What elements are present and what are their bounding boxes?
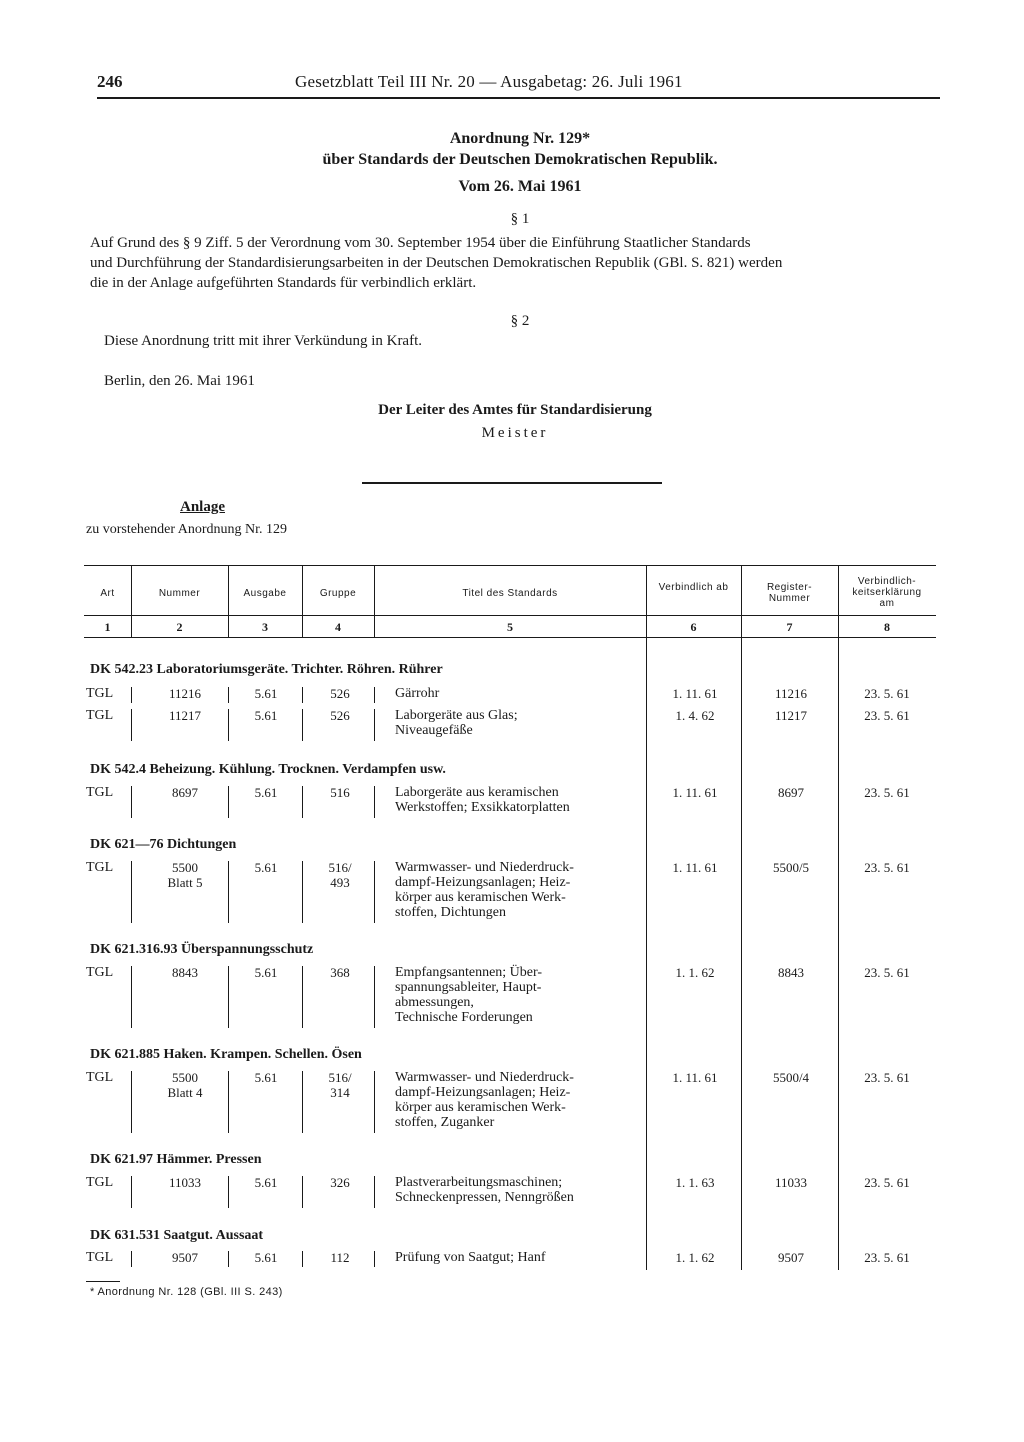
table-top-rule bbox=[84, 565, 936, 566]
cell-nummer: 9507 bbox=[172, 1250, 198, 1265]
running-header bbox=[97, 72, 940, 96]
cell-erklaerung: 23. 5. 61 bbox=[864, 1070, 910, 1085]
cell-titel: Warmwasser- und Niederdruck- dampf-Heizungsanlagen; Heiz- körper aus keramischen Werk- stoffen, Dichtungen bbox=[395, 860, 574, 920]
annex-heading: Anlage bbox=[180, 499, 225, 515]
row-separator bbox=[374, 1251, 375, 1267]
header-titel: Titel des Standards bbox=[462, 588, 558, 599]
row-separator bbox=[302, 861, 303, 923]
row-separator bbox=[131, 1176, 132, 1208]
cell-art: TGL bbox=[86, 686, 114, 701]
cell-erklaerung: 23. 5. 61 bbox=[864, 708, 910, 723]
cell-gruppe: 516/ 493 bbox=[328, 860, 352, 890]
cell-gruppe: 326 bbox=[330, 1175, 350, 1190]
cell-nummer: 8697 bbox=[172, 785, 198, 800]
cell-art: TGL bbox=[86, 965, 114, 980]
cell-ausgabe: 5.61 bbox=[254, 1250, 278, 1265]
cell-titel: Warmwasser- und Niederdruck- dampf-Heizungsanlagen; Heiz- körper aus keramischen Werk- stoffen, Zuganker bbox=[395, 1070, 574, 1130]
dk-group-heading: DK 621.97 Hämmer. Pressen bbox=[90, 1152, 262, 1167]
row-separator bbox=[228, 1251, 229, 1267]
cell-erklaerung: 23. 5. 61 bbox=[864, 686, 910, 701]
row-separator bbox=[302, 1176, 303, 1208]
cell-register-nummer: 5500/4 bbox=[772, 1070, 810, 1085]
section-1-line: die in der Anlage aufgeführten Standards für verbindlich erklärt. bbox=[90, 275, 477, 291]
section-1-line: und Durchführung der Standardisierungsarbeiten in der Deutschen Demokratischen Republik (GBl. S. 821) werden bbox=[90, 255, 783, 271]
row-separator bbox=[228, 861, 229, 923]
cell-register-nummer: 11217 bbox=[774, 708, 808, 723]
cell-titel: Prüfung von Saatgut; Hanf bbox=[395, 1250, 546, 1265]
cell-verbindlich-ab: 1. 11. 61 bbox=[672, 686, 718, 701]
cell-register-nummer: 9507 bbox=[778, 1250, 804, 1265]
row-separator bbox=[131, 786, 132, 818]
row-separator bbox=[374, 687, 375, 703]
ordinance-subtitle: über Standards der Deutschen Demokratischen Republik. bbox=[322, 151, 718, 168]
cell-nummer: 11217 bbox=[168, 708, 202, 723]
cell-nummer: 11216 bbox=[168, 686, 202, 701]
cell-gruppe: 112 bbox=[330, 1250, 350, 1265]
row-separator bbox=[228, 1071, 229, 1133]
cell-erklaerung: 23. 5. 61 bbox=[864, 860, 910, 875]
footnote: * Anordnung Nr. 128 (GBl. III S. 243) bbox=[90, 1286, 283, 1298]
row-separator bbox=[302, 709, 303, 741]
cell-verbindlich-ab: 1. 4. 62 bbox=[675, 708, 715, 723]
cell-verbindlich-ab: 1. 1. 62 bbox=[675, 965, 715, 980]
section-1-label: § 1 bbox=[510, 211, 530, 227]
cell-ausgabe: 5.61 bbox=[254, 785, 278, 800]
column-number: 5 bbox=[507, 620, 513, 634]
header-art: Art bbox=[100, 588, 115, 599]
running-title: Gesetzblatt Teil III Nr. 20 — Ausgabetag: 26. Juli 1961 bbox=[295, 72, 683, 91]
signatory-title: Der Leiter des Amtes für Standardisierung bbox=[378, 402, 652, 418]
header-verbindlichkeitserklaerung: Verbindlich-keitserklärung am bbox=[852, 576, 922, 609]
cell-erklaerung: 23. 5. 61 bbox=[864, 1250, 910, 1265]
cell-verbindlich-ab: 1. 1. 63 bbox=[675, 1175, 715, 1190]
dk-group-heading: DK 542.4 Beheizung. Kühlung. Trocknen. Verdampfen usw. bbox=[90, 762, 446, 777]
row-separator bbox=[374, 966, 375, 1028]
row-separator bbox=[374, 709, 375, 741]
table-body-separator bbox=[646, 638, 647, 1270]
cell-erklaerung: 23. 5. 61 bbox=[864, 785, 910, 800]
cell-gruppe: 368 bbox=[330, 965, 350, 980]
row-separator bbox=[374, 1071, 375, 1133]
cell-ausgabe: 5.61 bbox=[254, 860, 278, 875]
cell-nummer: 8843 bbox=[172, 965, 198, 980]
column-number: 3 bbox=[262, 620, 268, 634]
row-separator bbox=[374, 786, 375, 818]
column-number: 2 bbox=[176, 620, 183, 634]
cell-ausgabe: 5.61 bbox=[254, 686, 278, 701]
header-verbindlich-ab: Verbindlich ab bbox=[658, 582, 729, 593]
row-separator bbox=[131, 966, 132, 1028]
row-separator bbox=[228, 709, 229, 741]
cell-art: TGL bbox=[86, 708, 114, 723]
cell-gruppe: 516 bbox=[330, 785, 350, 800]
row-separator bbox=[228, 687, 229, 703]
section-2-text: Diese Anordnung tritt mit ihrer Verkündung in Kraft. bbox=[104, 333, 423, 349]
row-separator bbox=[374, 861, 375, 923]
cell-verbindlich-ab: 1. 11. 61 bbox=[672, 1070, 718, 1085]
cell-erklaerung: 23. 5. 61 bbox=[864, 965, 910, 980]
cell-verbindlich-ab: 1. 11. 61 bbox=[672, 785, 718, 800]
annex-subheading: zu vorstehender Anordnung Nr. 129 bbox=[86, 522, 288, 537]
row-separator bbox=[302, 687, 303, 703]
cell-gruppe: 526 bbox=[330, 686, 350, 701]
section-divider bbox=[362, 482, 662, 484]
column-number: 7 bbox=[786, 620, 793, 634]
row-separator bbox=[131, 687, 132, 703]
header-register-nummer: Register-Nummer bbox=[766, 582, 813, 604]
cell-gruppe: 526 bbox=[330, 708, 350, 723]
cell-art: TGL bbox=[86, 1070, 114, 1085]
dk-group-heading: DK 542.23 Laboratoriumsgeräte. Trichter. Röhren. Rührer bbox=[90, 662, 443, 677]
table-header-rule bbox=[84, 615, 936, 616]
table-body-separator bbox=[741, 638, 742, 1270]
cell-art: TGL bbox=[86, 1175, 114, 1190]
column-number: 6 bbox=[690, 620, 697, 634]
row-separator bbox=[302, 1251, 303, 1267]
row-separator bbox=[228, 1176, 229, 1208]
cell-register-nummer: 11033 bbox=[774, 1175, 808, 1190]
cell-verbindlich-ab: 1. 1. 62 bbox=[675, 1250, 715, 1265]
section-1-line: Auf Grund des § 9 Ziff. 5 der Verordnung vom 30. September 1954 über die Einführung Staatlicher Standards bbox=[90, 235, 751, 251]
cell-register-nummer: 5500/5 bbox=[772, 860, 810, 875]
row-separator bbox=[302, 966, 303, 1028]
row-separator bbox=[131, 1251, 132, 1267]
cell-titel: Laborgeräte aus keramischen Werkstoffen; Exsikkatorplatten bbox=[395, 785, 570, 815]
cell-register-nummer: 8843 bbox=[778, 965, 804, 980]
cell-register-nummer: 11216 bbox=[774, 686, 808, 701]
dk-group-heading: DK 621—76 Dichtungen bbox=[90, 837, 237, 852]
ordinance-title: Anordnung Nr. 129* bbox=[449, 130, 591, 147]
column-number: 1 bbox=[104, 620, 111, 634]
row-separator bbox=[228, 786, 229, 818]
cell-titel: Plastverarbeitungsmaschinen; Schneckenpressen, Nenngrößen bbox=[395, 1175, 574, 1205]
dk-group-heading: DK 621.885 Haken. Krampen. Schellen. Ösen bbox=[90, 1047, 362, 1062]
header-rule bbox=[97, 97, 940, 99]
row-separator bbox=[302, 786, 303, 818]
dk-group-heading: DK 631.531 Saatgut. Aussaat bbox=[90, 1228, 264, 1243]
cell-gruppe: 516/ 314 bbox=[328, 1070, 352, 1100]
header-ausgabe: Ausgabe bbox=[243, 588, 287, 599]
cell-register-nummer: 8697 bbox=[778, 785, 804, 800]
cell-nummer: 5500 Blatt 5 bbox=[167, 860, 203, 890]
cell-nummer: 11033 bbox=[168, 1175, 202, 1190]
row-separator bbox=[131, 1071, 132, 1133]
footnote-rule bbox=[86, 1281, 120, 1282]
row-separator bbox=[131, 861, 132, 923]
signatory-name: Meister bbox=[481, 425, 549, 441]
dk-group-heading: DK 621.316.93 Überspannungsschutz bbox=[90, 942, 314, 957]
column-number: 8 bbox=[884, 620, 890, 634]
cell-erklaerung: 23. 5. 61 bbox=[864, 1175, 910, 1190]
cell-ausgabe: 5.61 bbox=[254, 1070, 278, 1085]
column-number: 4 bbox=[335, 620, 341, 634]
row-separator bbox=[374, 1176, 375, 1208]
section-2-label: § 2 bbox=[510, 313, 530, 329]
row-separator bbox=[228, 966, 229, 1028]
cell-ausgabe: 5.61 bbox=[254, 708, 278, 723]
table-body-separator bbox=[838, 638, 839, 1270]
table-number-rule bbox=[84, 637, 936, 638]
cell-verbindlich-ab: 1. 11. 61 bbox=[672, 860, 718, 875]
row-separator bbox=[131, 709, 132, 741]
page-number: 246 bbox=[97, 72, 123, 91]
header-gruppe: Gruppe bbox=[319, 588, 357, 599]
header-nummer: Nummer bbox=[158, 588, 201, 599]
cell-ausgabe: 5.61 bbox=[254, 1175, 278, 1190]
place-date: Berlin, den 26. Mai 1961 bbox=[104, 373, 255, 389]
cell-titel: Empfangsantennen; Über- spannungsableiter, Haupt- abmessungen, Technische Forderungen bbox=[395, 965, 543, 1025]
cell-nummer: 5500 Blatt 4 bbox=[167, 1070, 203, 1100]
cell-art: TGL bbox=[86, 785, 114, 800]
row-separator bbox=[302, 1071, 303, 1133]
cell-art: TGL bbox=[86, 1250, 114, 1265]
section-1-text bbox=[90, 233, 940, 293]
cell-art: TGL bbox=[86, 860, 114, 875]
cell-titel: Gärrohr bbox=[395, 686, 440, 701]
ordinance-date: Vom 26. Mai 1961 bbox=[458, 178, 582, 195]
cell-ausgabe: 5.61 bbox=[254, 965, 278, 980]
cell-titel: Laborgeräte aus Glas; Niveaugefäße bbox=[395, 708, 518, 738]
